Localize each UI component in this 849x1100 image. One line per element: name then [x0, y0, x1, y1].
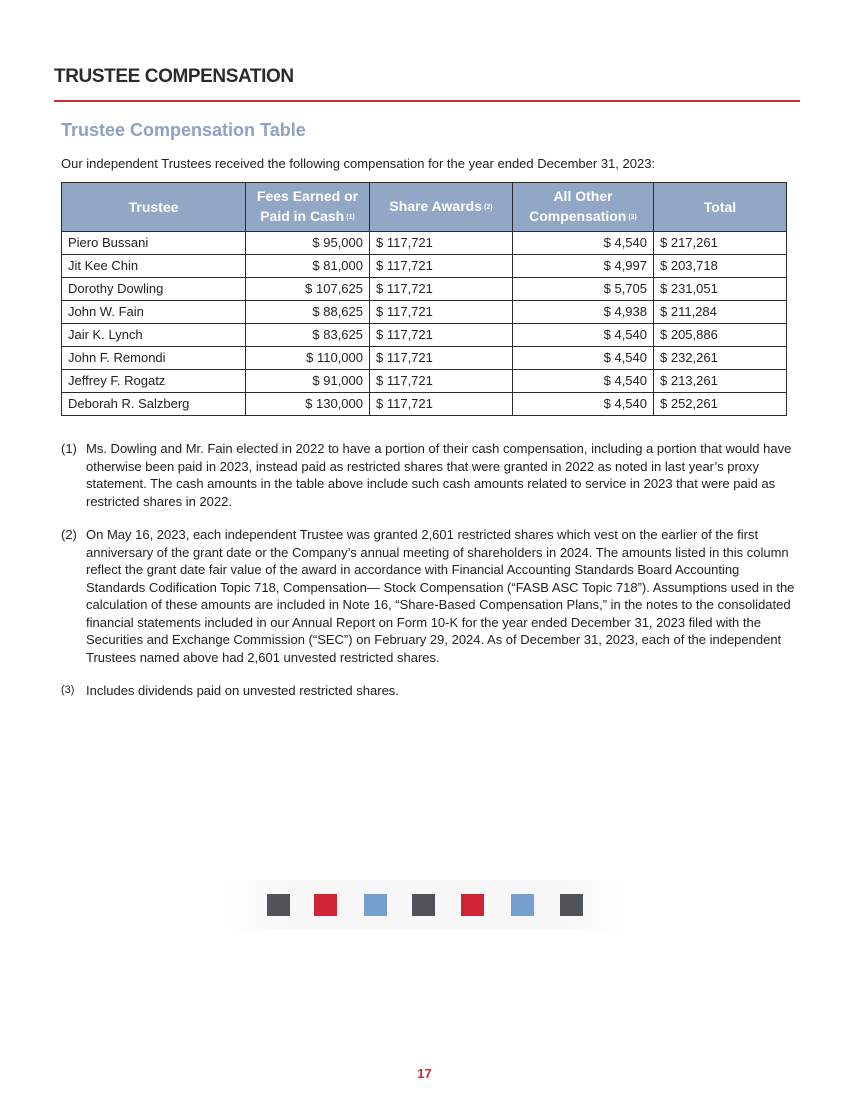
cell-name: John F. Remondi — [62, 347, 246, 370]
cell-fees: $ 130,000 — [246, 393, 370, 416]
section-title: TRUSTEE COMPENSATION — [54, 66, 294, 87]
decorative-square — [560, 894, 583, 916]
table-row — [62, 255, 787, 278]
col-header-total: Total — [654, 183, 787, 232]
footnote-2 — [61, 526, 796, 666]
decorative-square — [511, 894, 534, 916]
col-header-trustee: Trustee — [62, 183, 246, 232]
cell-other: $ 4,540 — [513, 324, 654, 347]
footnote-text: Ms. Dowling and Mr. Fain elected in 2022 to have a portion of their cash compensation, including a portion that would have otherwise been paid in 2023, instead paid as restricted shares that were granted in 2022 as noted in last year’s proxy statement. The cash amounts in the table above include such cash amounts related to service in 2023 that were paid as restricted shares in 2022. — [86, 441, 792, 509]
page-number: 17 — [417, 1066, 432, 1081]
cell-other: $ 4,540 — [513, 232, 654, 255]
col-header-other-comp: All Other Compensation $^{(3)}$ — [513, 183, 654, 232]
table-row — [62, 232, 787, 255]
cell-other: $ 4,540 — [513, 347, 654, 370]
table-title: Trustee Compensation Table — [61, 120, 306, 140]
decorative-square — [461, 894, 484, 916]
table-row — [62, 370, 787, 393]
table-row — [62, 324, 787, 347]
cell-total: $ 205,886 — [654, 324, 787, 347]
cell-name: Dorothy Dowling — [62, 278, 246, 301]
table-row — [62, 393, 787, 416]
cell-fees: $ 95,000 — [246, 232, 370, 255]
footnote-ref: (3) — [628, 214, 637, 221]
footnote-text: On May 16, 2023, each independent Trustee was granted 2,601 restricted shares which vest on the earlier of the first anniversary of the grant date or the Company’s annual meeting of shareholders in 2024. The amounts listed in this column reflect the grant date fair value of the award in accordance with Financial Accounting Standards Board Accounting Standards Codification Topic 718, Compensation— Stock Compensation (“FASB ASC Topic 718”). Assumptions used in the calculation of these amounts are included in Note 16, “Share-Based Compensation Plans,” in the notes to the consolidated financial statements included in our Annual Report on Form 10-K for the year ended December 31, 2023 filed with the Securities and Exchange Commission (“SEC”) on February 29, 2024. As of December 31, 2023, each of the independent Trustees named above had 2,601 unvested restricted shares. — [86, 527, 795, 665]
cell-other: $ 4,938 — [513, 301, 654, 324]
table-row — [62, 278, 787, 301]
cell-share: $ 117,721 — [370, 278, 513, 301]
footnote-text: Includes dividends paid on unvested restricted shares. — [86, 683, 399, 698]
cell-name: Piero Bussani — [62, 232, 246, 255]
cell-total: $ 252,261 — [654, 393, 787, 416]
decorative-square — [314, 894, 337, 916]
table-header-row — [62, 183, 787, 232]
compensation-table — [61, 182, 787, 416]
cell-fees: $ 83,625 — [246, 324, 370, 347]
cell-other: $ 5,705 — [513, 278, 654, 301]
cell-total: $ 217,261 — [654, 232, 787, 255]
cell-total: $ 213,261 — [654, 370, 787, 393]
cell-share: $ 117,721 — [370, 232, 513, 255]
cell-share: $ 117,721 — [370, 347, 513, 370]
col-header-share-awards: Share Awards $^{(2)}$ — [370, 183, 513, 232]
cell-other: $ 4,540 — [513, 370, 654, 393]
cell-total: $ 203,718 — [654, 255, 787, 278]
cell-fees: $ 110,000 — [246, 347, 370, 370]
cell-share: $ 117,721 — [370, 301, 513, 324]
decorative-square — [364, 894, 387, 916]
cell-name: Jair K. Lynch — [62, 324, 246, 347]
intro-text: Our independent Trustees received the following compensation for the year ended December 31, 2023: — [61, 156, 656, 171]
cell-other: $ 4,997 — [513, 255, 654, 278]
decorative-square — [267, 894, 290, 916]
section-divider — [54, 100, 800, 102]
footnote-3 — [61, 682, 796, 700]
cell-fees: $ 81,000 — [246, 255, 370, 278]
cell-fees: $ 88,625 — [246, 301, 370, 324]
cell-share: $ 117,721 — [370, 393, 513, 416]
table-body — [62, 232, 787, 416]
footnote-number: (1) — [61, 441, 77, 456]
cell-other: $ 4,540 — [513, 393, 654, 416]
footnotes — [61, 440, 796, 716]
footnote-number: (2) — [61, 527, 77, 542]
cell-total: $ 231,051 — [654, 278, 787, 301]
table-row — [62, 301, 787, 324]
footnote-ref: (2) — [484, 204, 493, 211]
table-row — [62, 347, 787, 370]
footnote-number: (3) — [61, 684, 75, 696]
cell-name: Deborah R. Salzberg — [62, 393, 246, 416]
cell-total: $ 211,284 — [654, 301, 787, 324]
cell-share: $ 117,721 — [370, 370, 513, 393]
cell-name: Jit Kee Chin — [62, 255, 246, 278]
footnote-1 — [61, 440, 796, 510]
decorative-square — [412, 894, 435, 916]
footnote-ref: (1) — [346, 214, 355, 221]
cell-fees: $ 91,000 — [246, 370, 370, 393]
col-header-fees: Fees Earned or Paid in Cash $^{(1)}$ — [246, 183, 370, 232]
cell-fees: $ 107,625 — [246, 278, 370, 301]
cell-total: $ 232,261 — [654, 347, 787, 370]
cell-share: $ 117,721 — [370, 324, 513, 347]
cell-name: John W. Fain — [62, 301, 246, 324]
cell-name: Jeffrey F. Rogatz — [62, 370, 246, 393]
cell-share: $ 117,721 — [370, 255, 513, 278]
